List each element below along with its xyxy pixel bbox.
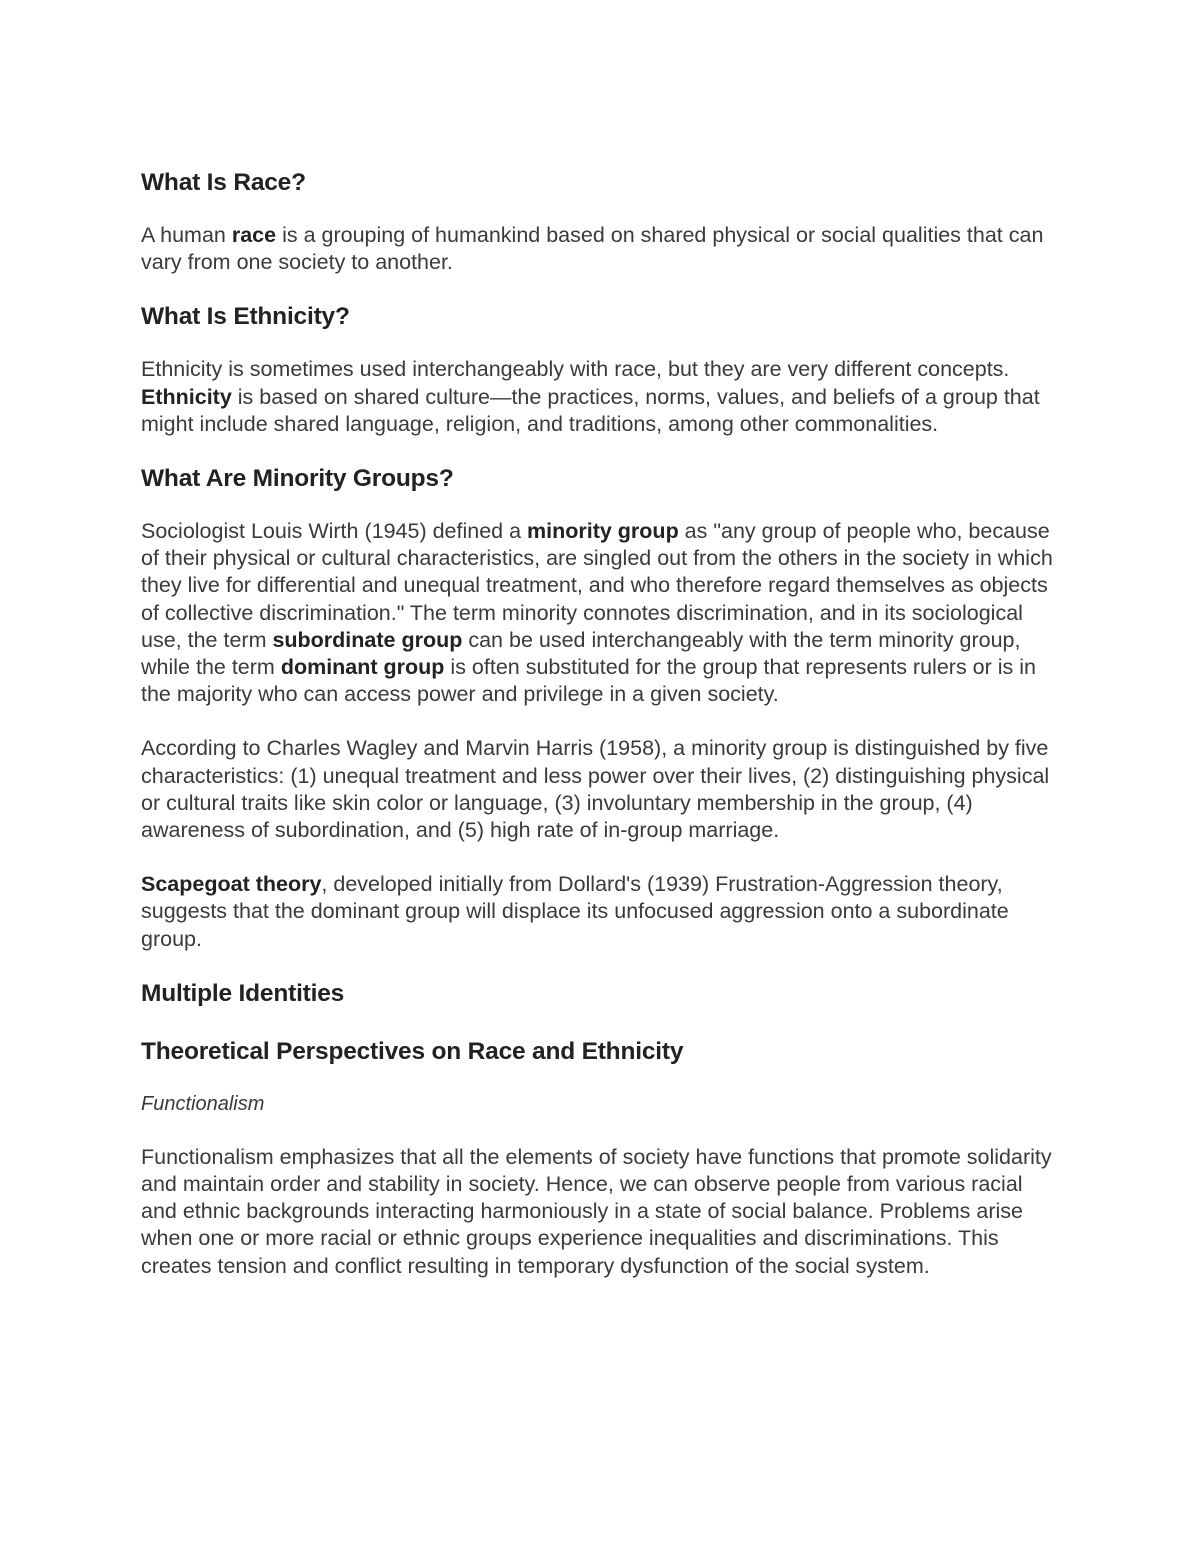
term-subordinate-group: subordinate group [272, 627, 463, 652]
heading-what-is-race: What Is Race? [141, 169, 306, 196]
text-run: is often substituted for the group that represents rulers or is in the majority who can access power and privilege in a given society. [141, 655, 1036, 707]
paragraph-scapegoat-theory [141, 871, 1061, 953]
subheading-functionalism: Functionalism [141, 1092, 265, 1115]
paragraph-race-definition [141, 222, 1061, 276]
heading-what-is-ethnicity: What Is Ethnicity? [141, 303, 350, 331]
text-run: Sociologist Louis Wirth (1945) defined a [141, 519, 528, 544]
text-run: can be used interchangeably with the term minority group, while the term [141, 627, 1021, 680]
text-run: as "any group of people who, because of their physical or cultural characteristics, are singled out from the others in the society in which they live for differential and unequal treatment, and who therefore regard themselves as objects of collective discrimination." The term minority connotes discrimination, and in its sociological use, the term [141, 519, 1053, 652]
text-run: is a grouping of humankind based on shared physical or social qualities that can vary from one society to another. [141, 223, 1044, 275]
term-ethnicity: Ethnicity [141, 384, 232, 409]
term-minority-group: minority group [527, 519, 679, 544]
paragraph-wagley-harris: According to Charles Wagley and Marvin Harris (1958), a minority group is distinguished by five characteristics: (1) unequal treatment and less power over their lives, (2) distinguishing physical or cultural traits like skin color or language, (3) involuntary membership in the group, (4) awareness of subordination, and (5) high rate of in-group marriage. [141, 736, 1050, 843]
text-run: Ethnicity is sometimes used interchangeably with race, but they are very different concepts. [141, 357, 1010, 382]
heading-multiple-identities: Multiple Identities [141, 979, 345, 1007]
document-page [141, 166, 1061, 1280]
text-run: , developed initially from Dollard's (1939) Frustration-Aggression theory, suggests that the dominant group will displace its unfocused aggression onto a subordinate group. [141, 872, 1009, 951]
term-scapegoat-theory: Scapegoat theory [141, 872, 322, 897]
paragraph-wirth-definition [141, 518, 1061, 708]
paragraph-functionalism: Functionalism emphasizes that all the elements of society have functions that promote solidarity and maintain order and stability in society. Hence, we can observe people from various racial and ethnic backgrounds interacting harmoniously in a state of social balance. Problems arise when one or more racial or ethnic groups experience inequalities and discriminations. This creates tension and conflict resulting in temporary dysfunction of the social system. [141, 1144, 1052, 1278]
paragraph-ethnicity-definition [141, 356, 1061, 438]
text-run: A human [141, 223, 232, 247]
heading-minority-groups: What Are Minority Groups? [141, 465, 454, 493]
heading-theoretical-perspectives: Theoretical Perspectives on Race and Ethnicity [141, 1037, 684, 1065]
term-race: race [231, 223, 277, 247]
term-dominant-group: dominant group [280, 655, 445, 680]
text-run: is based on shared culture—the practices, norms, values, and beliefs of a group that might include shared language, religion, and traditions, among other commonalities. [141, 384, 1040, 436]
